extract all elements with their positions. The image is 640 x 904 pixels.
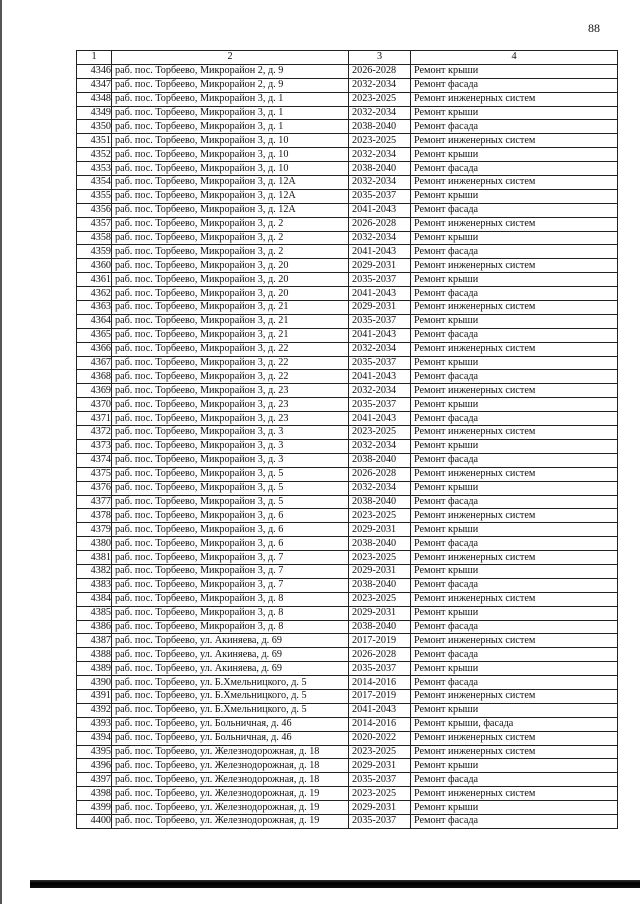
table-row bbox=[77, 467, 618, 481]
row-number-cell: 4380 bbox=[77, 537, 112, 551]
row-number-cell: 4391 bbox=[77, 689, 112, 703]
address-cell: раб. пос. Торбеево, Микрорайон 3, д. 5 bbox=[112, 467, 349, 481]
work-type-cell: Ремонт фасада bbox=[411, 287, 618, 301]
period-cell: 2041-2043 bbox=[349, 412, 411, 426]
period-cell: 2020-2022 bbox=[349, 731, 411, 745]
address-cell: раб. пос. Торбеево, Микрорайон 3, д. 6 bbox=[112, 523, 349, 537]
row-number-cell: 4356 bbox=[77, 203, 112, 217]
period-cell: 2026-2028 bbox=[349, 64, 411, 78]
row-number-cell: 4362 bbox=[77, 287, 112, 301]
work-type-cell: Ремонт инженерных систем bbox=[411, 551, 618, 565]
period-cell: 2026-2028 bbox=[349, 217, 411, 231]
work-type-cell: Ремонт инженерных систем bbox=[411, 467, 618, 481]
row-number-cell: 4394 bbox=[77, 731, 112, 745]
row-number-cell: 4399 bbox=[77, 801, 112, 815]
period-cell: 2038-2040 bbox=[349, 537, 411, 551]
address-cell: раб. пос. Торбеево, ул. Б.Хмельницкого, д. 5 bbox=[112, 689, 349, 703]
row-number-cell: 4387 bbox=[77, 634, 112, 648]
table-row bbox=[77, 759, 618, 773]
row-number-cell: 4388 bbox=[77, 648, 112, 662]
row-number-cell: 4400 bbox=[77, 814, 112, 828]
row-number-cell: 4352 bbox=[77, 148, 112, 162]
period-cell: 2029-2031 bbox=[349, 801, 411, 815]
column-header-1: 1 bbox=[77, 51, 112, 65]
period-cell: 2035-2037 bbox=[349, 189, 411, 203]
row-number-cell: 4385 bbox=[77, 606, 112, 620]
table-row bbox=[77, 301, 618, 315]
address-cell: раб. пос. Торбеево, Микрорайон 3, д. 8 bbox=[112, 592, 349, 606]
table-row bbox=[77, 148, 618, 162]
address-cell: раб. пос. Торбеево, Микрорайон 3, д. 1 bbox=[112, 106, 349, 120]
address-cell: раб. пос. Торбеево, Микрорайон 3, д. 20 bbox=[112, 273, 349, 287]
row-number-cell: 4390 bbox=[77, 676, 112, 690]
work-type-cell: Ремонт крыши bbox=[411, 106, 618, 120]
period-cell: 2038-2040 bbox=[349, 120, 411, 134]
row-number-cell: 4365 bbox=[77, 328, 112, 342]
address-cell: раб. пос. Торбеево, Микрорайон 3, д. 10 bbox=[112, 148, 349, 162]
work-type-cell: Ремонт крыши bbox=[411, 398, 618, 412]
row-number-cell: 4353 bbox=[77, 162, 112, 176]
address-cell: раб. пос. Торбеево, Микрорайон 3, д. 1 bbox=[112, 120, 349, 134]
address-cell: раб. пос. Торбеево, Микрорайон 3, д. 23 bbox=[112, 398, 349, 412]
row-number-cell: 4346 bbox=[77, 64, 112, 78]
address-cell: раб. пос. Торбеево, ул. Железнодорожная, д. 18 bbox=[112, 773, 349, 787]
work-type-cell: Ремонт фасада bbox=[411, 537, 618, 551]
work-type-cell: Ремонт фасада bbox=[411, 328, 618, 342]
table-row bbox=[77, 398, 618, 412]
work-type-cell: Ремонт фасада bbox=[411, 370, 618, 384]
address-cell: раб. пос. Торбеево, Микрорайон 3, д. 21 bbox=[112, 328, 349, 342]
period-cell: 2035-2037 bbox=[349, 273, 411, 287]
work-type-cell: Ремонт инженерных систем bbox=[411, 384, 618, 398]
row-number-cell: 4384 bbox=[77, 592, 112, 606]
work-type-cell: Ремонт крыши bbox=[411, 481, 618, 495]
address-cell: раб. пос. Торбеево, ул. Железнодорожная, д. 19 bbox=[112, 787, 349, 801]
table-row bbox=[77, 176, 618, 190]
period-cell: 2023-2025 bbox=[349, 745, 411, 759]
row-number-cell: 4347 bbox=[77, 78, 112, 92]
table-row bbox=[77, 120, 618, 134]
row-number-cell: 4367 bbox=[77, 356, 112, 370]
address-cell: раб. пос. Торбеево, Микрорайон 3, д. 22 bbox=[112, 342, 349, 356]
table-row bbox=[77, 801, 618, 815]
period-cell: 2023-2025 bbox=[349, 509, 411, 523]
table-row bbox=[77, 523, 618, 537]
table-row bbox=[77, 412, 618, 426]
address-cell: раб. пос. Торбеево, Микрорайон 3, д. 20 bbox=[112, 287, 349, 301]
period-cell: 2029-2031 bbox=[349, 301, 411, 315]
table-row bbox=[77, 370, 618, 384]
work-type-cell: Ремонт крыши bbox=[411, 564, 618, 578]
address-cell: раб. пос. Торбеево, Микрорайон 3, д. 3 bbox=[112, 439, 349, 453]
table-row bbox=[77, 551, 618, 565]
column-header-3: 3 bbox=[349, 51, 411, 65]
period-cell: 2035-2037 bbox=[349, 773, 411, 787]
row-number-cell: 4370 bbox=[77, 398, 112, 412]
address-cell: раб. пос. Торбеево, Микрорайон 3, д. 7 bbox=[112, 551, 349, 565]
work-type-cell: Ремонт инженерных систем bbox=[411, 301, 618, 315]
address-cell: раб. пос. Торбеево, ул. Железнодорожная, д. 18 bbox=[112, 745, 349, 759]
table-row bbox=[77, 245, 618, 259]
period-cell: 2038-2040 bbox=[349, 578, 411, 592]
work-type-cell: Ремонт инженерных систем bbox=[411, 689, 618, 703]
period-cell: 2035-2037 bbox=[349, 314, 411, 328]
table-row bbox=[77, 731, 618, 745]
address-cell: раб. пос. Торбеево, Микрорайон 3, д. 8 bbox=[112, 620, 349, 634]
table-row bbox=[77, 106, 618, 120]
period-cell: 2017-2019 bbox=[349, 634, 411, 648]
row-number-cell: 4371 bbox=[77, 412, 112, 426]
table-row bbox=[77, 384, 618, 398]
address-cell: раб. пос. Торбеево, ул. Железнодорожная, д. 19 bbox=[112, 801, 349, 815]
address-cell: раб. пос. Торбеево, Микрорайон 3, д. 10 bbox=[112, 162, 349, 176]
capital-repair-table bbox=[76, 50, 618, 829]
address-cell: раб. пос. Торбеево, Микрорайон 3, д. 5 bbox=[112, 495, 349, 509]
work-type-cell: Ремонт фасада bbox=[411, 648, 618, 662]
table-row bbox=[77, 495, 618, 509]
period-cell: 2041-2043 bbox=[349, 245, 411, 259]
table-row bbox=[77, 537, 618, 551]
row-number-cell: 4386 bbox=[77, 620, 112, 634]
period-cell: 2035-2037 bbox=[349, 398, 411, 412]
address-cell: раб. пос. Торбеево, Микрорайон 3, д. 3 bbox=[112, 453, 349, 467]
table-row bbox=[77, 689, 618, 703]
table-row bbox=[77, 814, 618, 828]
address-cell: раб. пос. Торбеево, ул. Б.Хмельницкого, д. 5 bbox=[112, 703, 349, 717]
work-type-cell: Ремонт инженерных систем bbox=[411, 787, 618, 801]
table-row bbox=[77, 259, 618, 273]
work-type-cell: Ремонт инженерных систем bbox=[411, 634, 618, 648]
address-cell: раб. пос. Торбеево, Микрорайон 3, д. 1 bbox=[112, 92, 349, 106]
work-type-cell: Ремонт инженерных систем bbox=[411, 745, 618, 759]
address-cell: раб. пос. Торбеево, Микрорайон 3, д. 21 bbox=[112, 314, 349, 328]
work-type-cell: Ремонт фасада bbox=[411, 412, 618, 426]
table-row bbox=[77, 287, 618, 301]
work-type-cell: Ремонт инженерных систем bbox=[411, 217, 618, 231]
row-number-cell: 4379 bbox=[77, 523, 112, 537]
table-row bbox=[77, 648, 618, 662]
table-row bbox=[77, 787, 618, 801]
row-number-cell: 4377 bbox=[77, 495, 112, 509]
address-cell: раб. пос. Торбеево, Микрорайон 3, д. 8 bbox=[112, 606, 349, 620]
table-row bbox=[77, 773, 618, 787]
work-type-cell: Ремонт крыши bbox=[411, 439, 618, 453]
work-type-cell: Ремонт фасада bbox=[411, 620, 618, 634]
address-cell: раб. пос. Торбеево, Микрорайон 3, д. 23 bbox=[112, 384, 349, 398]
period-cell: 2035-2037 bbox=[349, 814, 411, 828]
row-number-cell: 4374 bbox=[77, 453, 112, 467]
address-cell: раб. пос. Торбеево, ул. Акиняева, д. 69 bbox=[112, 634, 349, 648]
table-row bbox=[77, 634, 618, 648]
row-number-cell: 4389 bbox=[77, 662, 112, 676]
period-cell: 2032-2034 bbox=[349, 384, 411, 398]
table-row bbox=[77, 453, 618, 467]
table-row bbox=[77, 606, 618, 620]
address-cell: раб. пос. Торбеево, Микрорайон 3, д. 3 bbox=[112, 426, 349, 440]
period-cell: 2038-2040 bbox=[349, 453, 411, 467]
work-type-cell: Ремонт фасада bbox=[411, 578, 618, 592]
row-number-cell: 4355 bbox=[77, 189, 112, 203]
period-cell: 2035-2037 bbox=[349, 356, 411, 370]
table-row bbox=[77, 578, 618, 592]
work-type-cell: Ремонт инженерных систем bbox=[411, 592, 618, 606]
address-cell: раб. пос. Торбеево, Микрорайон 3, д. 5 bbox=[112, 481, 349, 495]
work-type-cell: Ремонт крыши bbox=[411, 606, 618, 620]
period-cell: 2029-2031 bbox=[349, 523, 411, 537]
row-number-cell: 4375 bbox=[77, 467, 112, 481]
header-row bbox=[77, 51, 618, 65]
work-type-cell: Ремонт фасада bbox=[411, 814, 618, 828]
row-number-cell: 4398 bbox=[77, 787, 112, 801]
period-cell: 2032-2034 bbox=[349, 106, 411, 120]
work-type-cell: Ремонт фасада bbox=[411, 495, 618, 509]
table-row bbox=[77, 745, 618, 759]
period-cell: 2032-2034 bbox=[349, 148, 411, 162]
table-row bbox=[77, 217, 618, 231]
scan-edge bbox=[0, 0, 2, 904]
row-number-cell: 4397 bbox=[77, 773, 112, 787]
table-row bbox=[77, 509, 618, 523]
row-number-cell: 4354 bbox=[77, 176, 112, 190]
period-cell: 2017-2019 bbox=[349, 689, 411, 703]
row-number-cell: 4357 bbox=[77, 217, 112, 231]
row-number-cell: 4368 bbox=[77, 370, 112, 384]
row-number-cell: 4372 bbox=[77, 426, 112, 440]
work-type-cell: Ремонт инженерных систем bbox=[411, 731, 618, 745]
table-row bbox=[77, 134, 618, 148]
period-cell: 2041-2043 bbox=[349, 287, 411, 301]
period-cell: 2041-2043 bbox=[349, 203, 411, 217]
row-number-cell: 4395 bbox=[77, 745, 112, 759]
row-number-cell: 4382 bbox=[77, 564, 112, 578]
row-number-cell: 4393 bbox=[77, 717, 112, 731]
period-cell: 2038-2040 bbox=[349, 162, 411, 176]
row-number-cell: 4350 bbox=[77, 120, 112, 134]
row-number-cell: 4383 bbox=[77, 578, 112, 592]
address-cell: раб. пос. Торбеево, Микрорайон 3, д. 7 bbox=[112, 578, 349, 592]
work-type-cell: Ремонт крыши bbox=[411, 64, 618, 78]
work-type-cell: Ремонт фасада bbox=[411, 162, 618, 176]
table-row bbox=[77, 162, 618, 176]
table-body bbox=[77, 64, 618, 828]
work-type-cell: Ремонт фасада bbox=[411, 78, 618, 92]
work-type-cell: Ремонт крыши bbox=[411, 356, 618, 370]
period-cell: 2026-2028 bbox=[349, 648, 411, 662]
work-type-cell: Ремонт фасада bbox=[411, 120, 618, 134]
table-row bbox=[77, 676, 618, 690]
table-row bbox=[77, 92, 618, 106]
work-type-cell: Ремонт крыши bbox=[411, 801, 618, 815]
row-number-cell: 4381 bbox=[77, 551, 112, 565]
table-row bbox=[77, 342, 618, 356]
address-cell: раб. пос. Торбеево, Микрорайон 3, д. 20 bbox=[112, 259, 349, 273]
address-cell: раб. пос. Торбеево, ул. Больничная, д. 46 bbox=[112, 731, 349, 745]
page-number: 88 bbox=[588, 21, 600, 35]
period-cell: 2029-2031 bbox=[349, 564, 411, 578]
address-cell: раб. пос. Торбеево, Микрорайон 3, д. 2 bbox=[112, 245, 349, 259]
address-cell: раб. пос. Торбеево, Микрорайон 3, д. 2 bbox=[112, 217, 349, 231]
row-number-cell: 4366 bbox=[77, 342, 112, 356]
table-row bbox=[77, 717, 618, 731]
address-cell: раб. пос. Торбеево, Микрорайон 3, д. 22 bbox=[112, 356, 349, 370]
table-row bbox=[77, 189, 618, 203]
row-number-cell: 4348 bbox=[77, 92, 112, 106]
address-cell: раб. пос. Торбеево, Микрорайон 3, д. 22 bbox=[112, 370, 349, 384]
period-cell: 2032-2034 bbox=[349, 78, 411, 92]
address-cell: раб. пос. Торбеево, Микрорайон 3, д. 6 bbox=[112, 537, 349, 551]
address-cell: раб. пос. Торбеево, Микрорайон 3, д. 12А bbox=[112, 189, 349, 203]
address-cell: раб. пос. Торбеево, Микрорайон 3, д. 23 bbox=[112, 412, 349, 426]
period-cell: 2041-2043 bbox=[349, 703, 411, 717]
table-row bbox=[77, 564, 618, 578]
table-row bbox=[77, 481, 618, 495]
scan-bottom-band bbox=[30, 880, 640, 888]
table-row bbox=[77, 662, 618, 676]
table-row bbox=[77, 426, 618, 440]
address-cell: раб. пос. Торбеево, Микрорайон 2, д. 9 bbox=[112, 78, 349, 92]
table-row bbox=[77, 703, 618, 717]
work-type-cell: Ремонт инженерных систем bbox=[411, 259, 618, 273]
work-type-cell: Ремонт крыши, фасада bbox=[411, 717, 618, 731]
table-row bbox=[77, 620, 618, 634]
work-type-cell: Ремонт крыши bbox=[411, 703, 618, 717]
period-cell: 2023-2025 bbox=[349, 551, 411, 565]
table-row bbox=[77, 203, 618, 217]
period-cell: 2032-2034 bbox=[349, 439, 411, 453]
row-number-cell: 4349 bbox=[77, 106, 112, 120]
period-cell: 2038-2040 bbox=[349, 495, 411, 509]
address-cell: раб. пос. Торбеево, Микрорайон 3, д. 12А bbox=[112, 176, 349, 190]
period-cell: 2014-2016 bbox=[349, 717, 411, 731]
table-row bbox=[77, 328, 618, 342]
address-cell: раб. пос. Торбеево, Микрорайон 3, д. 10 bbox=[112, 134, 349, 148]
address-cell: раб. пос. Торбеево, ул. Железнодорожная, д. 18 bbox=[112, 759, 349, 773]
work-type-cell: Ремонт крыши bbox=[411, 273, 618, 287]
address-cell: раб. пос. Торбеево, ул. Акиняева, д. 69 bbox=[112, 662, 349, 676]
row-number-cell: 4369 bbox=[77, 384, 112, 398]
work-type-cell: Ремонт крыши bbox=[411, 662, 618, 676]
period-cell: 2038-2040 bbox=[349, 620, 411, 634]
row-number-cell: 4378 bbox=[77, 509, 112, 523]
address-cell: раб. пос. Торбеево, Микрорайон 3, д. 7 bbox=[112, 564, 349, 578]
row-number-cell: 4364 bbox=[77, 314, 112, 328]
row-number-cell: 4396 bbox=[77, 759, 112, 773]
table-row bbox=[77, 356, 618, 370]
period-cell: 2023-2025 bbox=[349, 92, 411, 106]
work-type-cell: Ремонт инженерных систем bbox=[411, 426, 618, 440]
row-number-cell: 4361 bbox=[77, 273, 112, 287]
table-row bbox=[77, 231, 618, 245]
work-type-cell: Ремонт фасада bbox=[411, 773, 618, 787]
work-type-cell: Ремонт крыши bbox=[411, 523, 618, 537]
row-number-cell: 4360 bbox=[77, 259, 112, 273]
address-cell: раб. пос. Торбеево, ул. Больничная, д. 46 bbox=[112, 717, 349, 731]
period-cell: 2032-2034 bbox=[349, 231, 411, 245]
period-cell: 2014-2016 bbox=[349, 676, 411, 690]
table-row bbox=[77, 439, 618, 453]
address-cell: раб. пос. Торбеево, Микрорайон 3, д. 21 bbox=[112, 301, 349, 315]
table-row bbox=[77, 273, 618, 287]
column-header-2: 2 bbox=[112, 51, 349, 65]
period-cell: 2032-2034 bbox=[349, 342, 411, 356]
row-number-cell: 4359 bbox=[77, 245, 112, 259]
work-type-cell: Ремонт крыши bbox=[411, 189, 618, 203]
work-type-cell: Ремонт фасада bbox=[411, 203, 618, 217]
row-number-cell: 4351 bbox=[77, 134, 112, 148]
period-cell: 2023-2025 bbox=[349, 787, 411, 801]
period-cell: 2023-2025 bbox=[349, 134, 411, 148]
period-cell: 2029-2031 bbox=[349, 259, 411, 273]
work-type-cell: Ремонт крыши bbox=[411, 148, 618, 162]
table-row bbox=[77, 592, 618, 606]
work-type-cell: Ремонт фасада bbox=[411, 453, 618, 467]
period-cell: 2023-2025 bbox=[349, 592, 411, 606]
work-type-cell: Ремонт крыши bbox=[411, 314, 618, 328]
work-type-cell: Ремонт инженерных систем bbox=[411, 92, 618, 106]
row-number-cell: 4358 bbox=[77, 231, 112, 245]
work-type-cell: Ремонт крыши bbox=[411, 231, 618, 245]
row-number-cell: 4373 bbox=[77, 439, 112, 453]
period-cell: 2041-2043 bbox=[349, 328, 411, 342]
column-header-4: 4 bbox=[411, 51, 618, 65]
address-cell: раб. пос. Торбеево, Микрорайон 3, д. 12А bbox=[112, 203, 349, 217]
period-cell: 2032-2034 bbox=[349, 176, 411, 190]
address-cell: раб. пос. Торбеево, ул. Железнодорожная, д. 19 bbox=[112, 814, 349, 828]
address-cell: раб. пос. Торбеево, Микрорайон 2, д. 9 bbox=[112, 64, 349, 78]
period-cell: 2041-2043 bbox=[349, 370, 411, 384]
table-row bbox=[77, 314, 618, 328]
address-cell: раб. пос. Торбеево, ул. Б.Хмельницкого, д. 5 bbox=[112, 676, 349, 690]
address-cell: раб. пос. Торбеево, Микрорайон 3, д. 6 bbox=[112, 509, 349, 523]
row-number-cell: 4363 bbox=[77, 301, 112, 315]
period-cell: 2023-2025 bbox=[349, 426, 411, 440]
work-type-cell: Ремонт инженерных систем bbox=[411, 342, 618, 356]
period-cell: 2029-2031 bbox=[349, 606, 411, 620]
work-type-cell: Ремонт фасада bbox=[411, 245, 618, 259]
row-number-cell: 4376 bbox=[77, 481, 112, 495]
work-type-cell: Ремонт инженерных систем bbox=[411, 509, 618, 523]
row-number-cell: 4392 bbox=[77, 703, 112, 717]
work-type-cell: Ремонт крыши bbox=[411, 759, 618, 773]
period-cell: 2029-2031 bbox=[349, 759, 411, 773]
period-cell: 2035-2037 bbox=[349, 662, 411, 676]
table-row bbox=[77, 64, 618, 78]
work-type-cell: Ремонт инженерных систем bbox=[411, 134, 618, 148]
period-cell: 2032-2034 bbox=[349, 481, 411, 495]
address-cell: раб. пос. Торбеево, Микрорайон 3, д. 2 bbox=[112, 231, 349, 245]
address-cell: раб. пос. Торбеево, ул. Акиняева, д. 69 bbox=[112, 648, 349, 662]
work-type-cell: Ремонт инженерных систем bbox=[411, 176, 618, 190]
table-row bbox=[77, 78, 618, 92]
work-type-cell: Ремонт фасада bbox=[411, 676, 618, 690]
period-cell: 2026-2028 bbox=[349, 467, 411, 481]
